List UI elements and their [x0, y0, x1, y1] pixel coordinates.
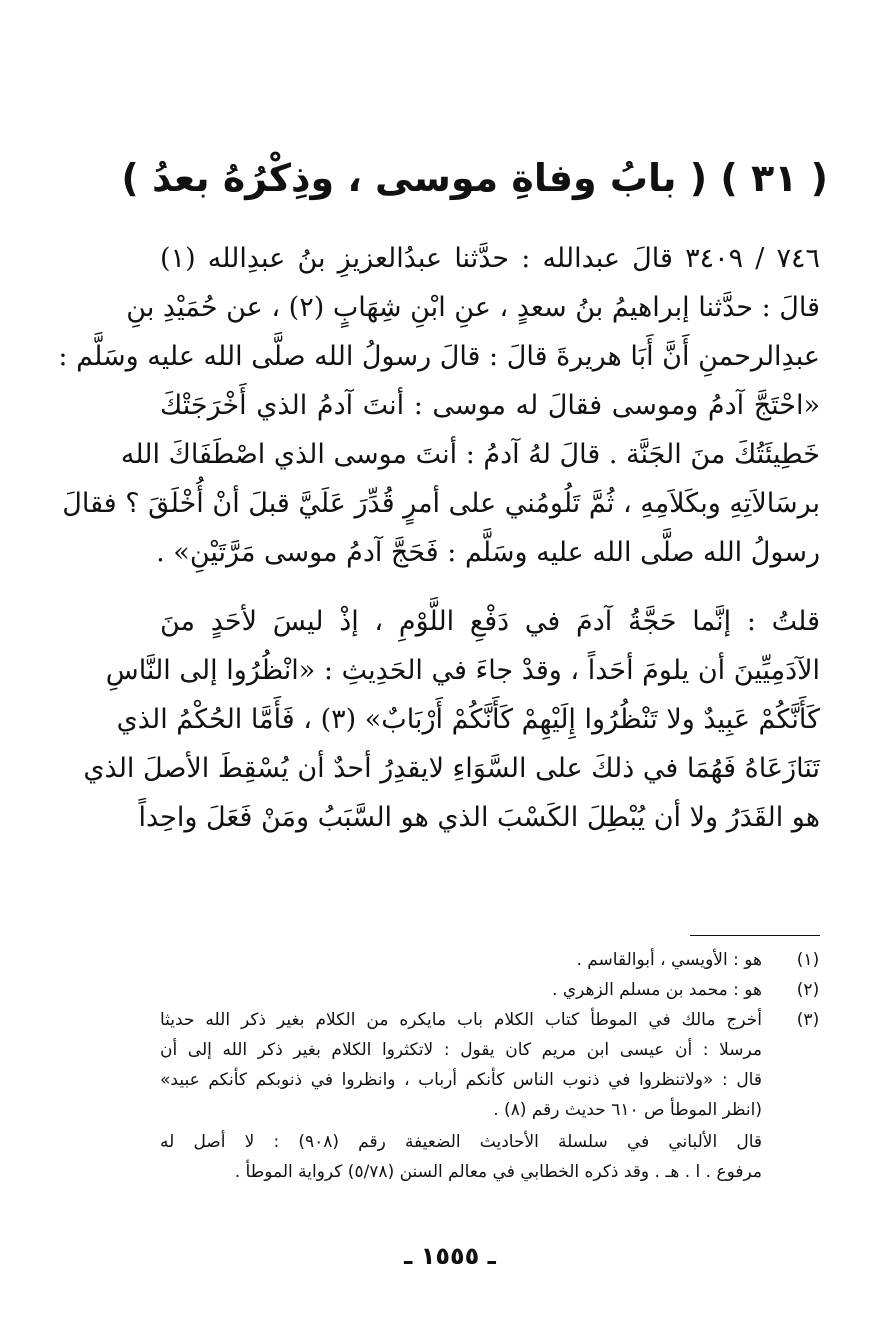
- footnote-divider: [690, 935, 820, 936]
- footnote-line: قال الألباني في سلسلة الأحاديث الضعيفة رقم (٩٠٨) : لا أصل له: [160, 1132, 762, 1152]
- hadith-paragraph: [58, 234, 820, 577]
- footnote-number: (٣): [796, 1010, 820, 1030]
- page-number: ـ ١٥٥٥ ـ: [404, 1242, 496, 1270]
- text-line: هو القَدَرُ ولا أن يُبْطِلَ الكَسْبَ الذي هو السَّبَبُ ومَنْ فَعَلَ واحِداً: [138, 802, 820, 833]
- commentary-paragraph: [83, 597, 820, 842]
- text-line: خَطِيئَتُكَ منَ الجَنَّة . قالَ لهُ آدمُ : أنتَ موسى الذي اصْطَفَاكَ الله: [120, 439, 820, 470]
- text-line: الآدَمِيِّينَ أن يلومَ أحَداً ، وقدْ جاءَ في الحَدِيثِ : «انْظُرُوا إلى النَّاسِ: [105, 655, 820, 686]
- text-line: قلتُ : إنَّما حَجَّةُ آدمَ في دَفْعِ اللَّوْمِ ، إذْ ليسَ لأحَدٍ منَ: [160, 606, 820, 637]
- main-text: [58, 234, 820, 842]
- footnote-line: هو : محمد بن مسلم الزهري .: [552, 980, 762, 1000]
- footnote-line: مرفوع . ا . هـ . وقد ذكره الخطابي في معالم السنن (٥/٧٨) كرواية الموطأ .: [234, 1162, 762, 1182]
- text-line: برسَالاَتِهِ وبكَلاَمِهِ ، ثُمَّ تَلُومُني على أمرٍ قُدِّرَ عَلَيَّ قبلَ أنْ أُخْلَقَ ؟ فقالَ: [62, 488, 820, 519]
- footnote-line: أخرج مالك في الموطأ كتاب الكلام باب مايكره من الكلام بغير ذكر الله حديثا: [160, 1010, 762, 1030]
- footnote-1: [160, 945, 828, 975]
- footnote-line: قال : «ولاتنظروا في ذنوب الناس كأنكم أرباب ، وانظروا في ذنوبكم كأنكم عبيد»: [160, 1070, 762, 1090]
- text-line: ٧٤٦ / ٣٤٠٩ قالَ عبدالله : حدَّثنا عبدُالعزيزِ بنُ عبدِالله (١): [160, 243, 820, 274]
- text-line: عبدِالرحمنِ أَنَّ أَبَا هريرةَ قالَ : قالَ رسولُ الله صلَّى الله عليه وسَلَّم :: [58, 341, 820, 372]
- text-line: قالَ : حدَّثنا إبراهيمُ بنُ سعدٍ ، عنِ ابْنِ شِهَابٍ (٢) ، عن حُمَيْدِ بنِ: [126, 292, 820, 323]
- footnote-line: (انظر الموطأ ص ٦١٠ حديث رقم (٨) .: [493, 1100, 762, 1120]
- text-line: «احْتَجَّ آدمُ وموسى فقالَ له موسى : أنتَ آدمُ الذي أَخْرَجَتْكَ: [160, 390, 820, 421]
- text-line: رسولُ الله صلَّى الله عليه وسَلَّم : فَحَجَّ آدمُ موسى مَرَّتَيْنِ» .: [156, 537, 820, 568]
- footnote-line: هو : الأويسي ، أبوالقاسم .: [576, 950, 762, 970]
- footnotes: [160, 945, 828, 1187]
- footnote-3-note: [160, 1127, 762, 1187]
- footnote-line: مرسلا : أن عيسى ابن مريم كان يقول : لاتكثروا الكلام بغير ذكر الله إلى أن: [160, 1040, 762, 1060]
- footnote-2: [160, 975, 828, 1005]
- footnote-number: (١): [796, 950, 820, 970]
- footnote-number: (٢): [796, 980, 820, 1000]
- text-line: تَنَازَعَاهُ فَهُمَا في ذلكَ على السَّوَاءِ لايقدِرُ أحدٌ أن يُسْقِطَ الأصلَ الذي: [83, 753, 820, 784]
- footnote-3: [160, 1005, 828, 1187]
- text-line: كَأَنَّكُمْ عَبِيدٌ ولا تَنْظُرُوا إِلَيْهِمْ كَأَنَّكُمْ أَرْبَابٌ» (٣) ، فَأَمَّا الحُكْمُ الذي: [116, 704, 820, 735]
- chapter-heading: ( ٣١ ) ( بابُ وفاةِ موسى ، وذِكْرُهُ بعدُ ): [121, 156, 828, 200]
